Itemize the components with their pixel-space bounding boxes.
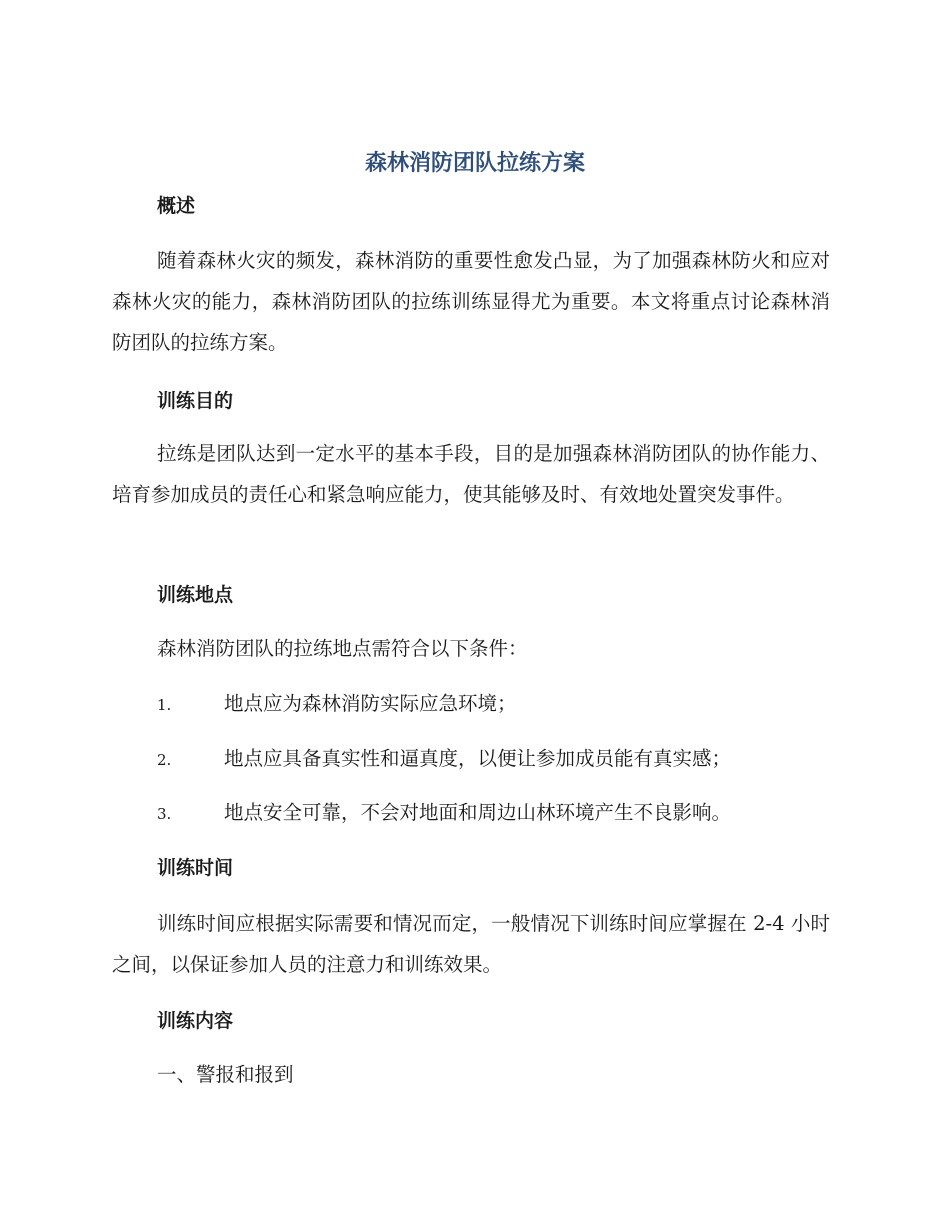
paragraph-location-intro: 森林消防团队的拉练地点需符合以下条件：	[157, 637, 528, 660]
section-heading-time: 训练时间	[157, 857, 234, 879]
list-item-number: 2.	[157, 751, 172, 769]
content-item-first: 一、警报和报到	[157, 1063, 294, 1086]
list-item-number: 1.	[157, 696, 172, 714]
document-title: 森林消防团队拉练方案	[364, 151, 585, 176]
section-heading-content: 训练内容	[157, 1010, 234, 1032]
paragraph-overview: 随着森林火灾的频发，森林消防的重要性愈发凸显，为了加强森林防火和应对森林火灾的能力，森林消防团队的拉练训练显得尤为重要。本文将重点讨论森林消防团队的拉练方案。	[112, 249, 830, 354]
section-heading-location: 训练地点	[157, 584, 234, 606]
section-heading-purpose: 训练目的	[157, 390, 234, 412]
list-item-text: 地点安全可靠，不会对地面和周边山林环境产生不良影响。	[224, 801, 732, 824]
list-item-number: 3.	[157, 805, 172, 823]
list-item	[157, 799, 837, 827]
paragraph-purpose: 拉练是团队达到一定水平的基本手段，目的是加强森林消防团队的协作能力、培育参加成员的责任心和紧急响应能力，使其能够及时、有效地处置突发事件。	[112, 442, 830, 506]
list-item-text: 地点应为森林消防实际应急环境；	[224, 692, 517, 715]
section-heading-overview: 概述	[157, 195, 196, 217]
list-item	[157, 745, 837, 773]
paragraph-time: 训练时间应根据实际需要和情况而定，一般情况下训练时间应掌握在 2-4 小时之间，以保证参加人员的注意力和训练效果。	[112, 912, 830, 976]
list-item	[157, 690, 837, 718]
list-item-text: 地点应具备真实性和逼真度，以便让参加成员能有真实感；	[224, 747, 732, 770]
